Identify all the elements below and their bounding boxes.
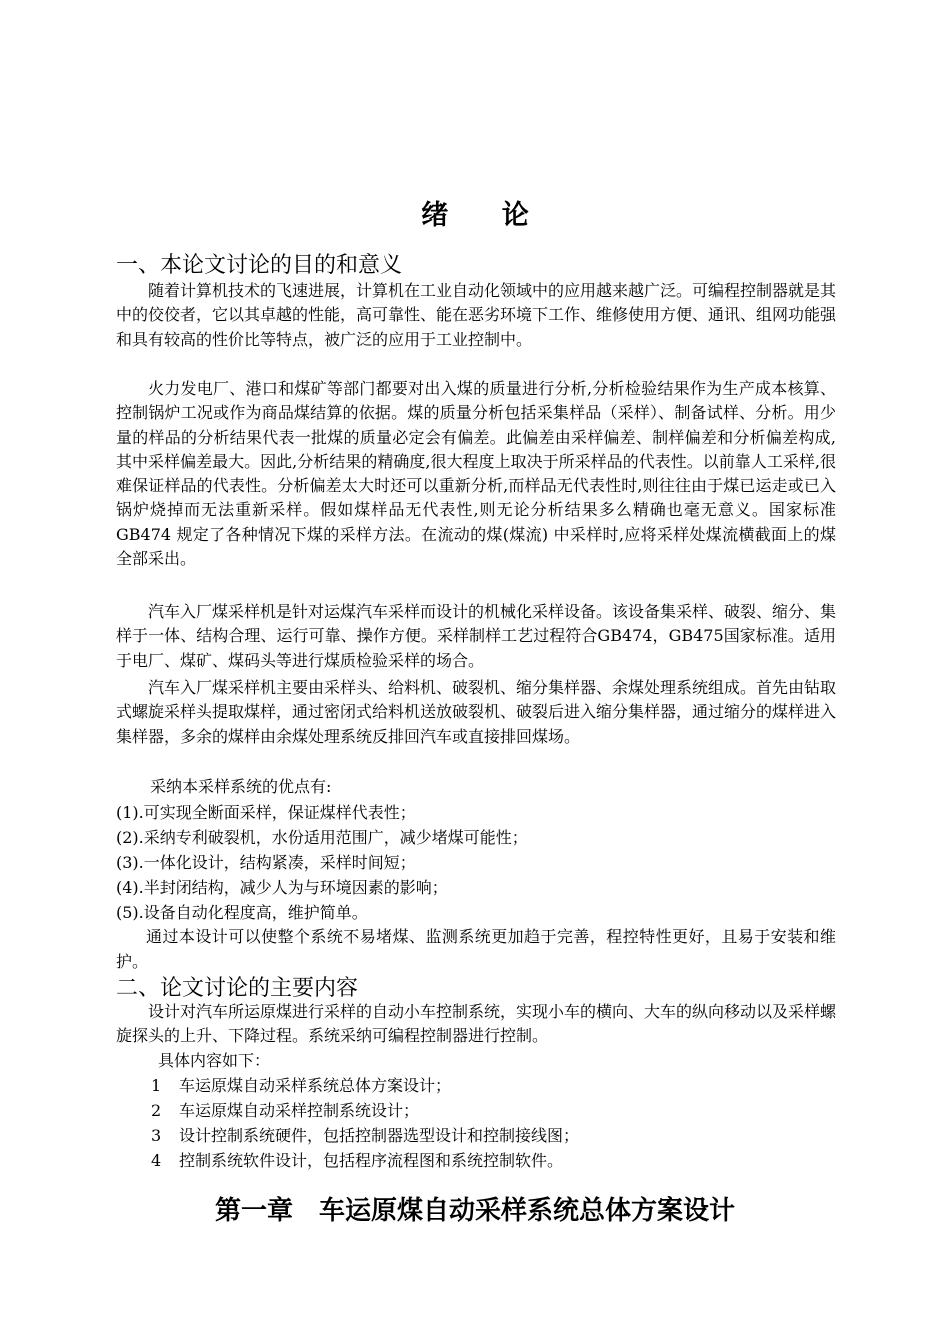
paragraph-sampler-machine: 汽车入厂煤采样机是针对运煤汽车采样而设计的机械化采样设备。该设备集采样、破裂、缩分、集样于一体、结构合理、运行可靠、操作方便。采样制样工艺过程符合GB474，GB475国家标准。适用于电厂、煤矿、煤码头等进行煤质检验采样的场合。 (116, 602, 837, 670)
content-list-item (151, 1099, 419, 1123)
list-item-number: 3 (151, 1126, 162, 1145)
advantages-intro: 采纳本采样系统的优点有: (150, 777, 332, 796)
content-list-item (151, 1124, 579, 1148)
list-item-text: 设计控制系统硬件，包括控制器选型设计和控制接线图； (179, 1126, 580, 1145)
paragraph-design-summary: 设计对汽车所运原煤进行采样的自动小车控制系统，实现小车的横向、大车的纵向移动以及采样螺旋探头的上升、下降过程。系统采纳可编程控制器进行控制。 (116, 1002, 837, 1046)
list-item-text: 控制系统软件设计，包括程序流程图和系统控制软件。 (179, 1151, 564, 1170)
list-item-number: 2 (151, 1101, 162, 1120)
content-list-intro: 具体内容如下： (158, 1051, 271, 1070)
list-item-number: 4 (151, 1151, 162, 1170)
page-title: 绪 论 (421, 200, 551, 231)
paragraph-plc-intro: 随着计算机技术的飞速进展，计算机在工业自动化领域中的应用越来越广泛。可编程控制器就是其中的佼佼者，它以其卓越的性能，高可靠性、能在恶劣环境下工作、维修使用方便、通讯、组网功能强和具有较高的性价比等特点，被广泛的应用于工业控制中。 (116, 281, 837, 349)
advantage-item: (5).设备自动化程度高，维护简单。 (116, 903, 368, 922)
section-heading-content: 二、论文讨论的主要内容 (116, 976, 359, 1001)
list-item-number: 1 (151, 1076, 162, 1095)
content-list-item (151, 1149, 563, 1173)
advantage-item: (1).可实现全断面采样，保证煤样代表性； (116, 803, 416, 822)
list-item-text: 车运原煤自动采样控制系统设计； (179, 1101, 420, 1120)
section-heading-purpose: 一、本论文讨论的目的和意义 (116, 253, 403, 278)
advantage-item: (4).半封闭结构，减少人为与环境因素的影响； (116, 878, 448, 897)
advantage-item: (3).一体化设计，结构紧凑，采样时间短； (116, 853, 416, 872)
paragraph-coal-sampling: 火力发电厂、港口和煤矿等部门都要对出入煤的质量进行分析,分析检验结果作为生产成本核算、控制锅炉工况或作为商品煤结算的依据。煤的质量分析包括采集样品（采样）、制备试样、分析。用少量的样品的分析结果代表一批煤的质量必定会有偏差。此偏差由采样偏差、制样偏差和分析偏差构成,其中采样偏差最大。因此,分析结果的精确度,很大程度上取决于所采样品的代表性。以前靠人工采样,很难保证样品的代表性。分析偏差太大时还可以重新分析,而样品无代表性时,则往往由于煤已运走或已入锅炉烧掉而无法重新采样。假如煤样品无代表性,则无论分析结果多么精确也毫无意义。国家标准 GB474 规定了各种情况下煤的采样方法。在流动的煤(煤流) 中采样时,应将采样处煤流横截面上的煤全部采出。 (116, 379, 836, 569)
content-list-item (151, 1074, 451, 1098)
paragraph-sampler-components: 汽车入厂煤采样机主要由采样头、给料机、破裂机、缩分集样器、余煤处理系统组成。首先由钻取式螺旋采样头提取煤样，通过密闭式给料机送放破裂机、破裂后进入缩分集样器，通过缩分的煤样进入集样器，多余的煤样由余煤处理系统反排回汽车或直接排回煤场。 (116, 678, 837, 746)
chapter-heading: 第一章 车运原煤自动采样系统总体方案设计 (214, 1196, 735, 1226)
paragraph-closing: 通过本设计可以使整个系统不易堵煤、监测系统更加趋于完善，程控特性更好，且易于安装和维护。 (116, 927, 836, 971)
list-item-text: 车运原煤自动采样系统总体方案设计； (179, 1076, 452, 1095)
advantage-item: (2).采纳专利破裂机，水份适用范围广，减少堵煤可能性； (116, 828, 528, 847)
